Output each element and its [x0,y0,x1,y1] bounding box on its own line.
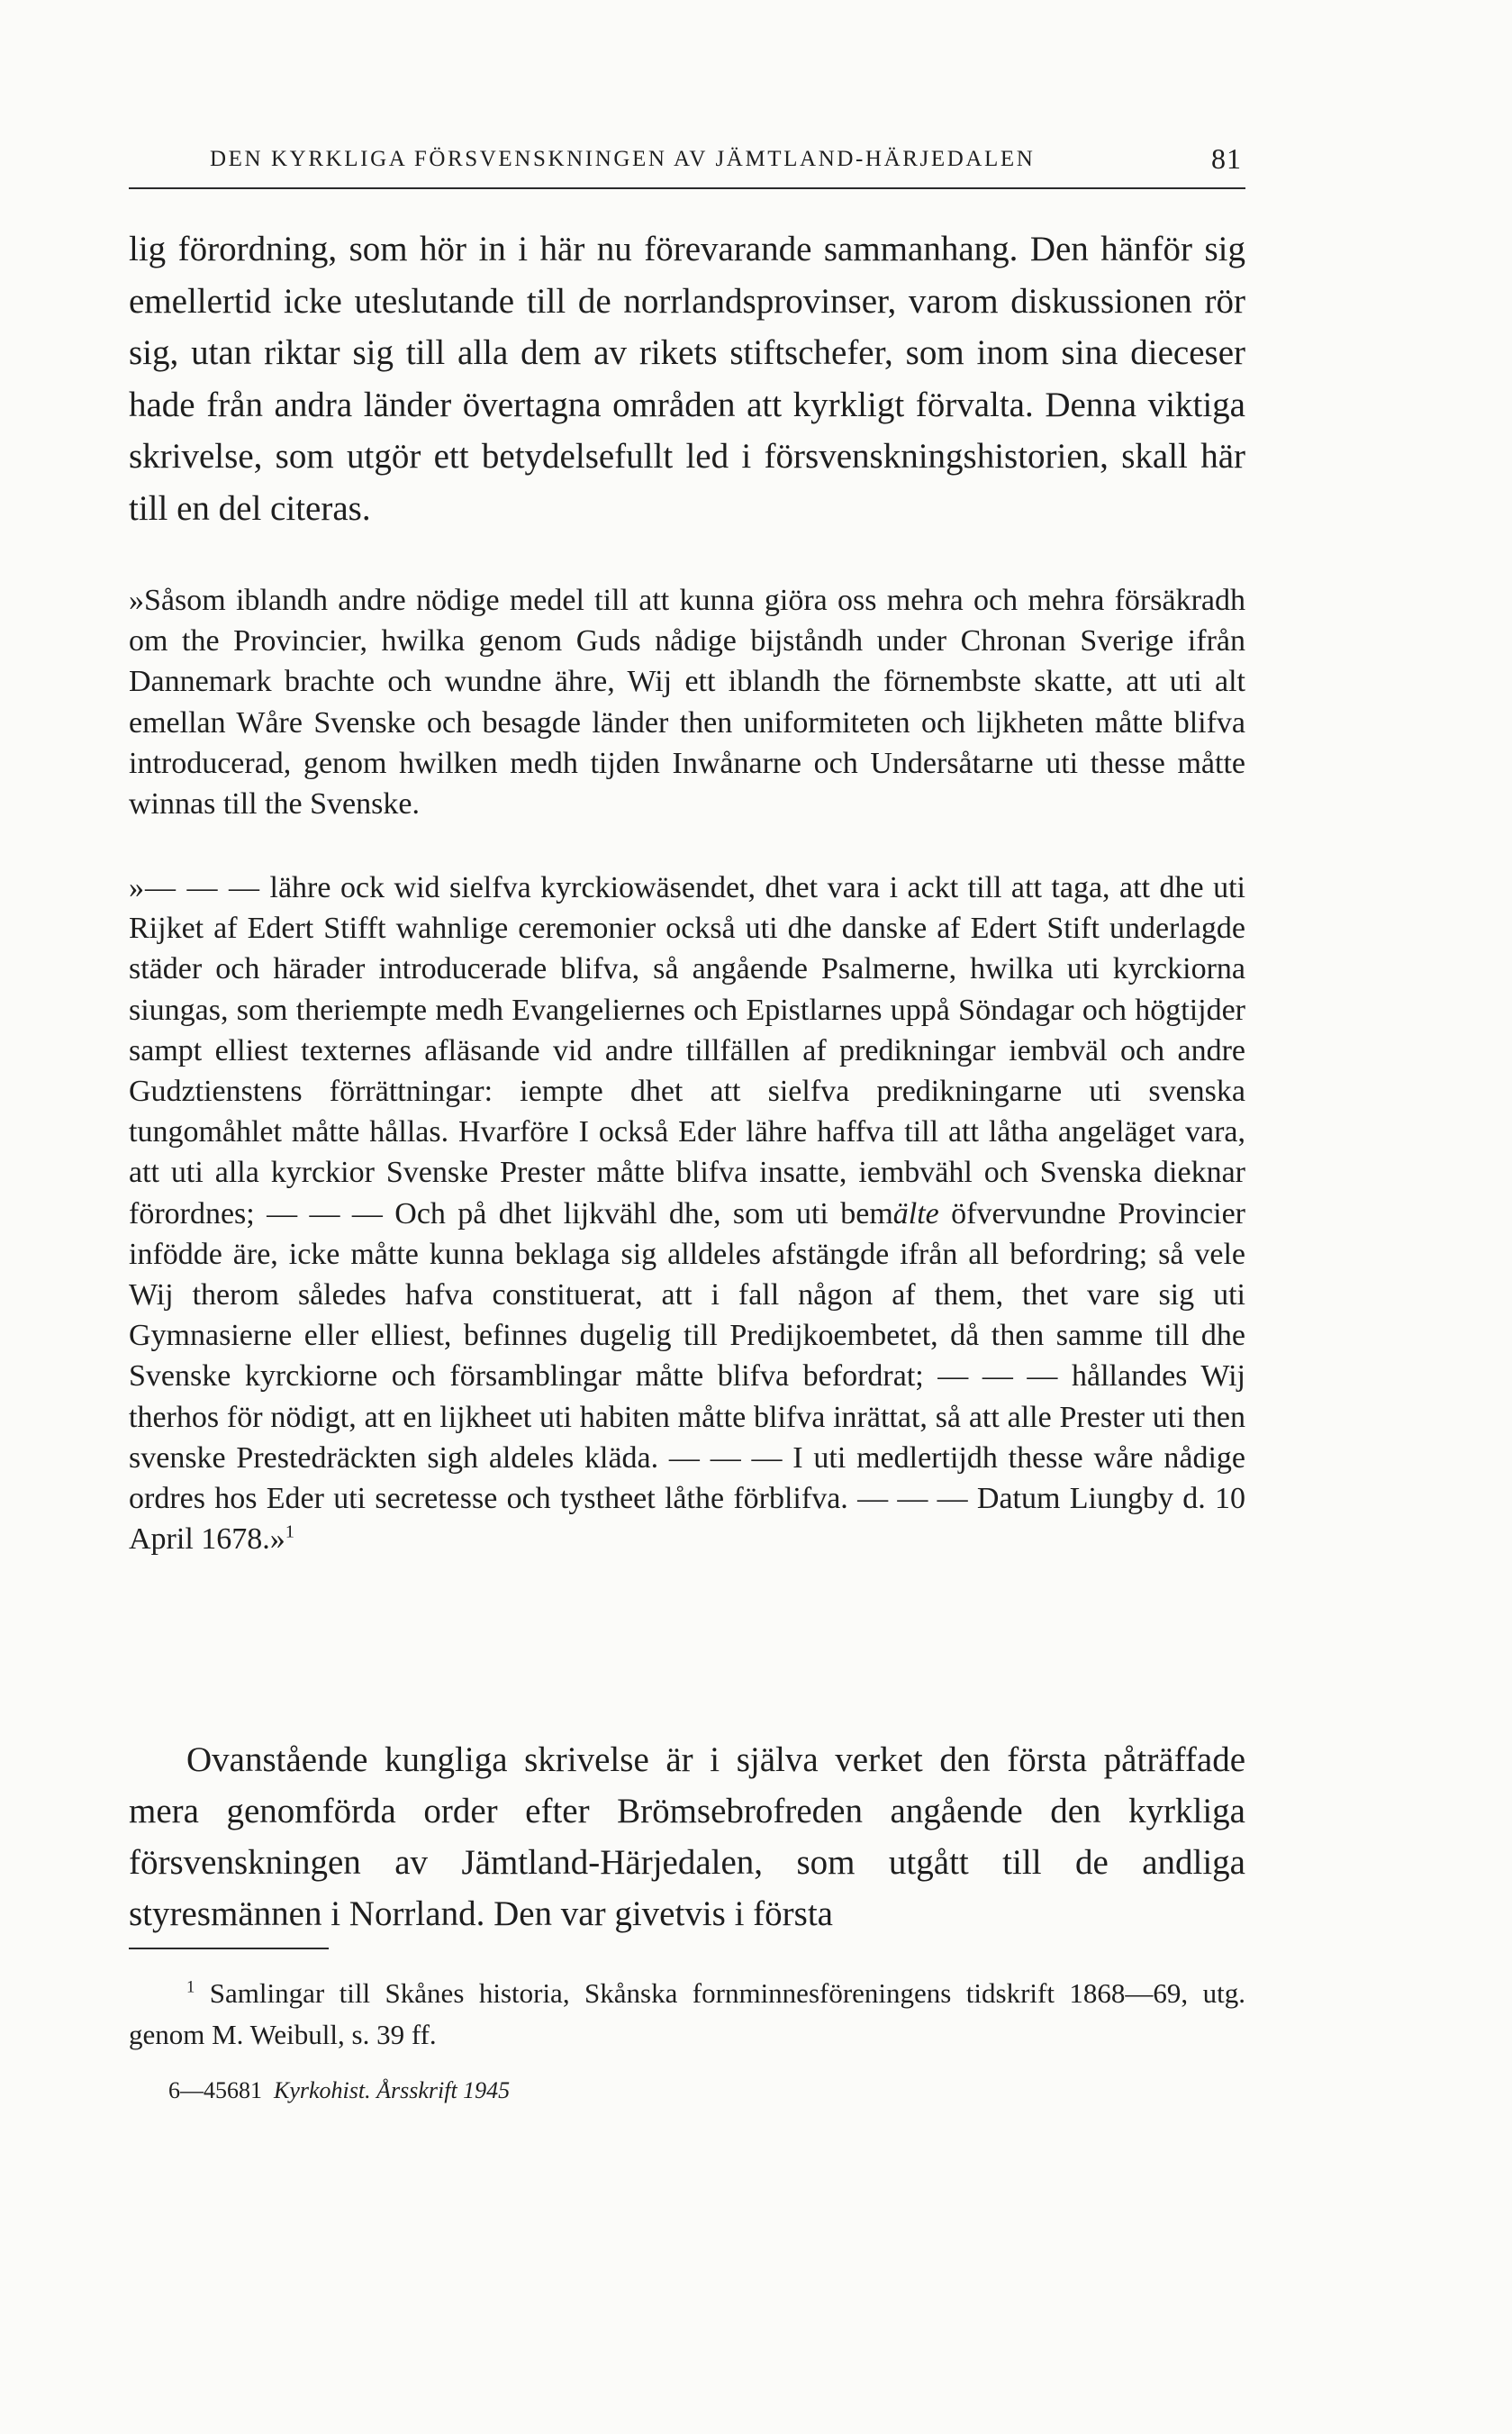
footnote-ref: 1 [285,1521,294,1542]
signature-number: 6—45681 [168,2077,262,2103]
page-number: 81 [1211,142,1242,175]
quote-ellipsis-dashes: »— — — [129,871,260,904]
quote-text-b: öfvervundne Provincier infödde äre, icke måtte kunna beklaga sig alldeles afstängde ifrån all befordring; så vele Wij therom således hafva constituerat, att i fall någon af them, thet vare sig uti Gymnasierne eller elliest, befinnes dugelig till Predijkoembetet, då then samme till dhe Svenske kyrckiorne och församblingar måtte blifva befordrat; — — — hållandes Wij therhos för nödigt, att en lijkheet uti habiten måtte blifva inrättat, så att alle Prester uti then svenske Prestedräckten sigh aldeles kläda. — — — I uti medlertijdh thesse wåre nådige ordres hos Eder uti secretesse och tystheet låthe förblifva. — — — Datum Liungby d. 10 April 1678.» [129,1196,1245,1557]
quote-text-a: lähre ock wid sielfva kyrckiowäsendet, dhet vara i ackt till att taga, att dhe uti Rijket af Edert Stifft wahnlige ceremonier också uti dhe danske af Edert Stift underlagde städer och härader introducerade blifva, så angående Psalmerne, hwilka uti kyrckiorna siungas, som theriempte medh Evangeliernes och Epistlarnes uppå Söndagar och högtijder sampt elliest texternes afläsande vid andre tillfällen af predikningar iembväl och andre Gudztienstens förrättningar: iempte dhet att sielfva predikningarne uti svenska tungomåhlet måtte hållas. Hvarföre I också Eder lähre haffva till att låtha angeläget vara, att uti alla kyrckior Svenske Prester måtte blifva insatte, iembvähl och Svenska dieknar förordnes; — — — Och på dhet lijkvähl dhe, som uti bem [129,871,1245,1231]
block-quote-2 [129,867,1245,1559]
quote-italic-fragment: älte [892,1196,939,1231]
printer-signature [168,2077,510,2104]
paragraph-main: Ovanstående kungliga skrivelse är i själva verket den första påträffade mera genomförda order efter Brömsebrofreden angående den kyrkliga försvenskningen av Jämtland-Härjedalen, som utgått till de andliga styresmännen i Norrland. Den var givetvis i första [129,1740,1245,1933]
block-quote-1: »Såsom iblandh andre nödige medel till att kunna giöra oss mehra och mehra försäkradh om the Provincier, hwilka genom Guds nådige bijståndh under Chronan Sverige ifrån Dannemark brachte och wundne ähre, Wij ett iblandh the förnembste skatte, att uti alt emellan Wåre Svenske och besagde länder then uniformiteten och lijkheten måtte blifva introducerad, genom hwilken medh tijden Inwånarne och Undersåtarne uti thesse måtte winnas till the Svenske. [129,584,1245,822]
header-rule [129,187,1245,189]
footnote-rule [129,1948,329,1949]
signature-journal: Kyrkohist. Årsskrift 1945 [274,2077,511,2103]
footnote-text: Samlingar till Skånes historia, Skånska fornminnesföreningens tidskrift 1868—69, utg. genom M. Weibull, s. 39 ff. [129,1977,1245,2050]
running-title: DEN KYRKLIGA FÖRSVENSKNINGEN AV JÄMTLAND-HÄRJEDALEN [210,147,1036,171]
paragraph-continued: lig förordning, som hör in i här nu förevarande sammanhang. Den hänför sig emellertid icke uteslutande till de norrlandsprovinser, varom diskussionen rör sig, utan riktar sig till alla dem av rikets stiftschefer, som inom sina dieceser hade från andra länder övertagna områden att kyrkligt förvalta. Denna viktiga skrivelse, som utgör ett betydelsefullt led i försvenskningshistorien, skall här till en del citeras. [129,230,1245,528]
footnote-marker: 1 [186,1977,195,1997]
footnote [129,1973,1245,2056]
